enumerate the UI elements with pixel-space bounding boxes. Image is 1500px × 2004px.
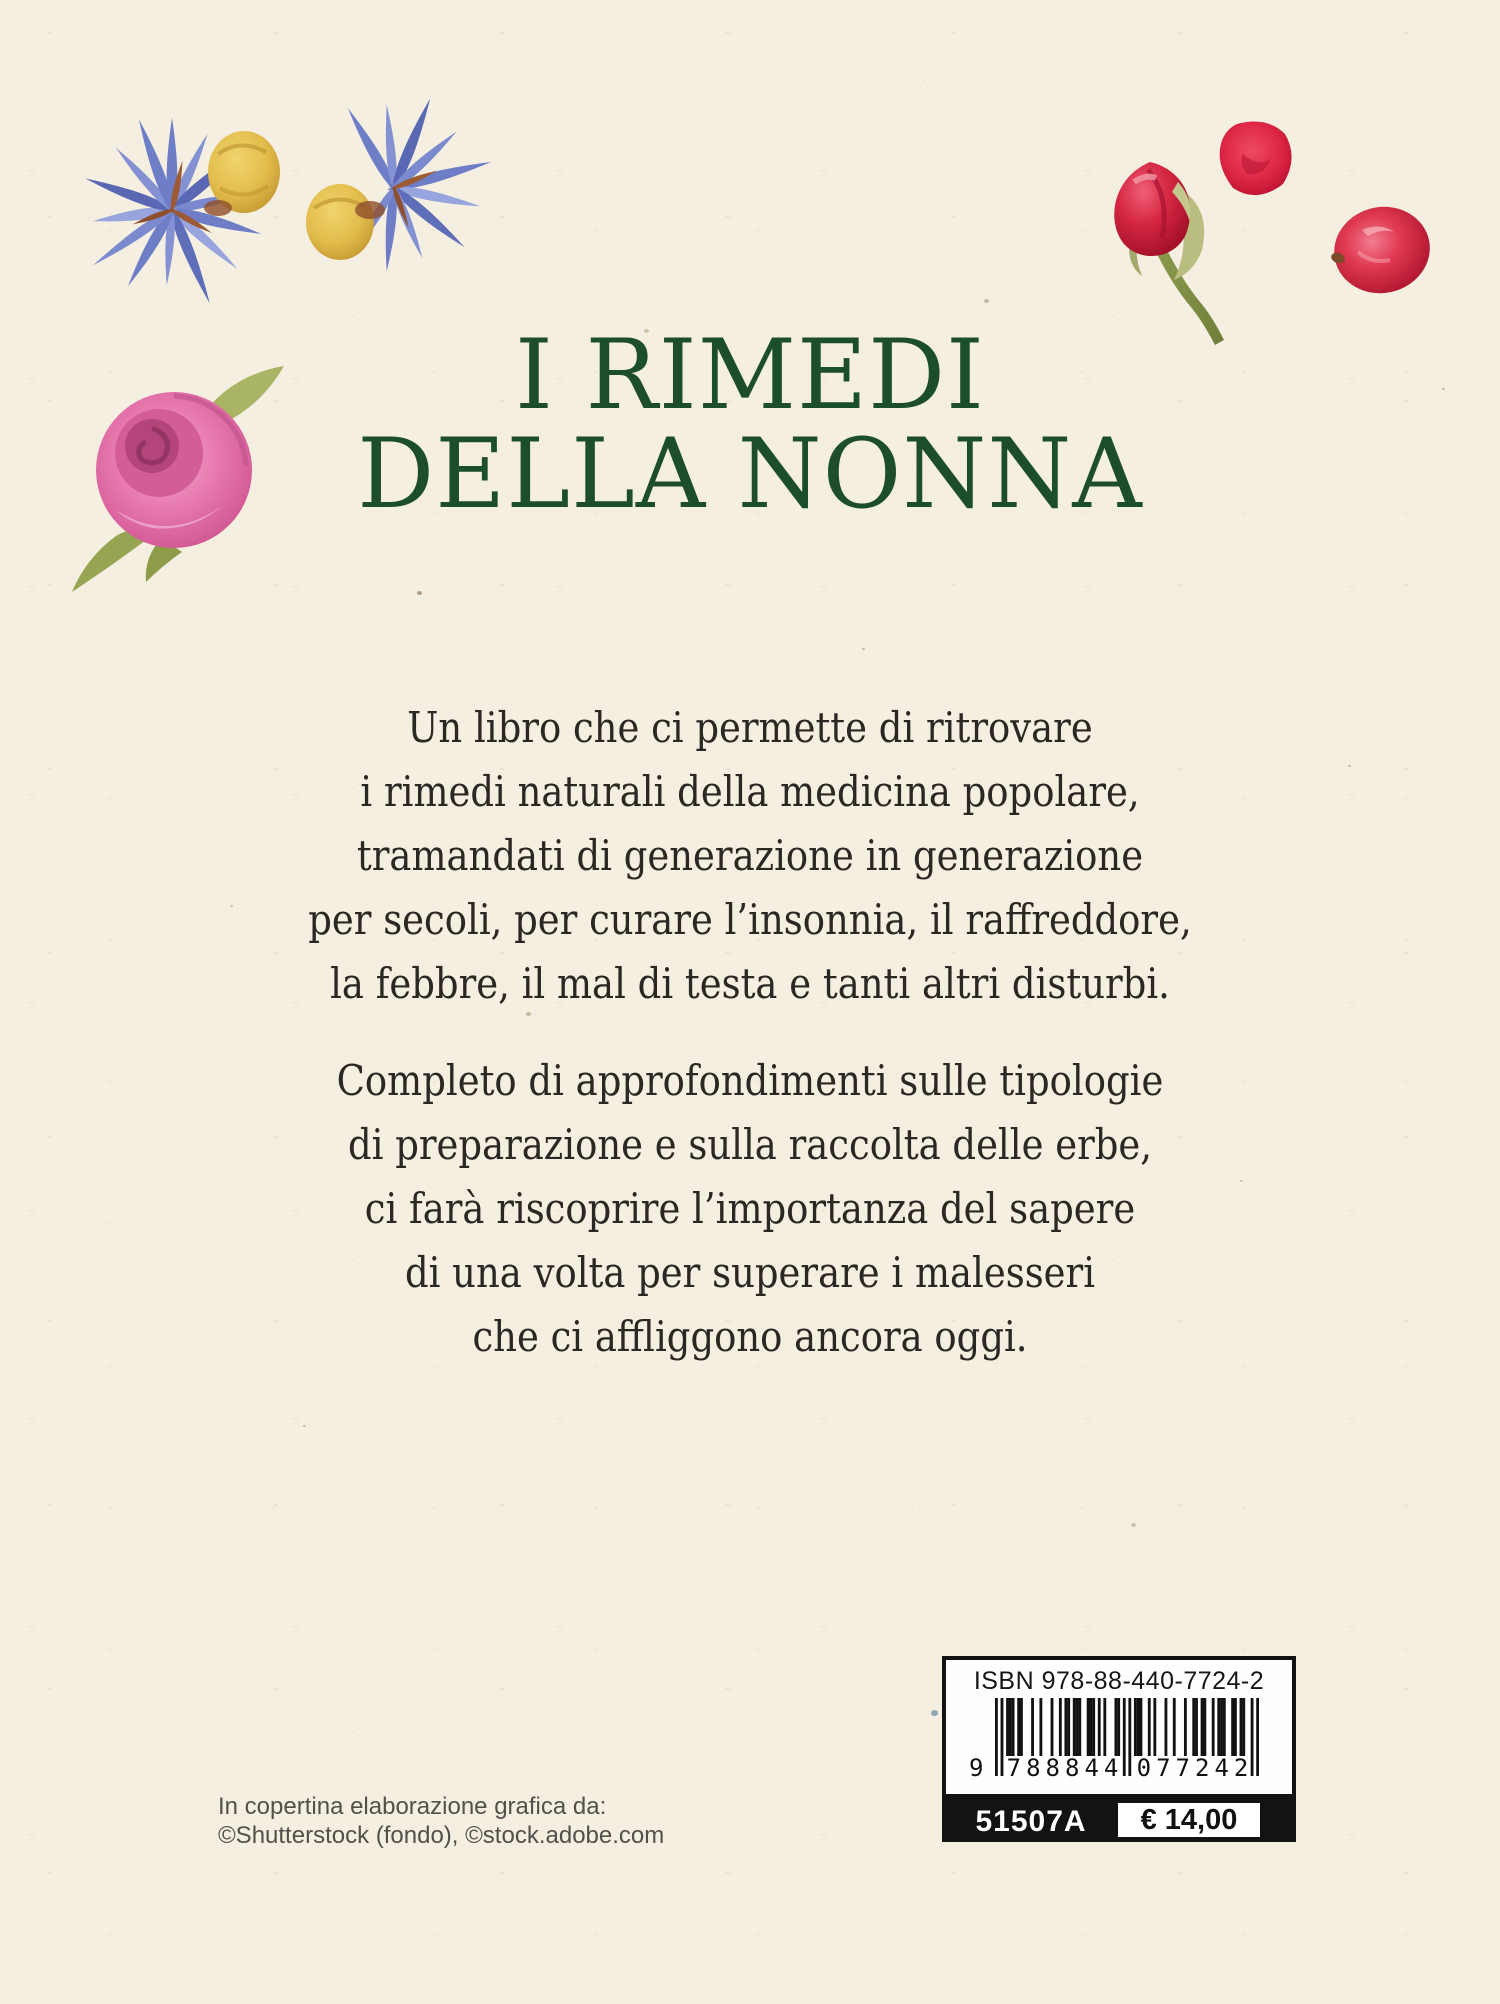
cornflower-left: [83, 117, 280, 305]
credit-line-1: In copertina elaborazione grafica da:: [218, 1793, 607, 1820]
blurb-line: che ci affliggono ancora oggi.: [472, 1312, 1028, 1361]
title-line-1: I RIMEDI: [515, 319, 985, 431]
blurb-line: di una volta per superare i malesseri: [404, 1248, 1096, 1297]
red-petal-image: [1213, 118, 1298, 203]
credit-line-2: ©Shutterstock (fondo), ©stock.adobe.com: [218, 1822, 665, 1849]
isbn-block: [942, 1656, 1296, 1842]
blurb-line: ci farà riscoprire l’importanza del sapere: [364, 1184, 1136, 1233]
barcode-digits-left: 788844: [1006, 1754, 1124, 1782]
blurb-line: Un libro che ci permette di ritrovare: [407, 703, 1093, 752]
isbn-price-strip: [942, 1798, 1296, 1842]
yellow-bud: [306, 184, 374, 260]
cover-credit: [218, 1792, 664, 1850]
barcode-digit-leading: 9: [969, 1754, 984, 1782]
isbn-label: ISBN 978-88-440-7724-2: [973, 1667, 1265, 1695]
book-title: [0, 319, 1500, 530]
price-value: € 14,00: [1140, 1803, 1238, 1836]
blurb-paragraph-1: [178, 696, 1322, 1016]
barcode: [969, 1698, 1259, 1782]
blurb-line: di preparazione e sulla raccolta delle erbe,: [347, 1120, 1153, 1169]
blurb-line: per secoli, per curare l’insonnia, il raffreddore,: [308, 895, 1192, 944]
cornflower-right: [306, 96, 493, 272]
blurb-line: tramandati di generazione in generazione: [356, 831, 1144, 880]
price-box: [1118, 1803, 1260, 1837]
blurb-line: la febbre, il mal di testa e tanti altri disturbi.: [330, 959, 1170, 1008]
paper-specks: [0, 0, 3, 2]
blurb-paragraph-2: [178, 1049, 1322, 1369]
isbn-barcode-panel: [942, 1656, 1296, 1798]
barcode-digits-right: 077242: [1136, 1754, 1254, 1782]
blurb-line: Completo di approfondimenti sulle tipologie: [336, 1056, 1164, 1105]
blurb-line: i rimedi naturali della medicina popolare,: [360, 767, 1140, 816]
title-line-2: DELLA NONNA: [357, 418, 1143, 530]
red-berry-image: [1328, 200, 1433, 300]
edition-code: 51507A: [975, 1805, 1087, 1838]
cornflowers-image: [22, 60, 502, 340]
